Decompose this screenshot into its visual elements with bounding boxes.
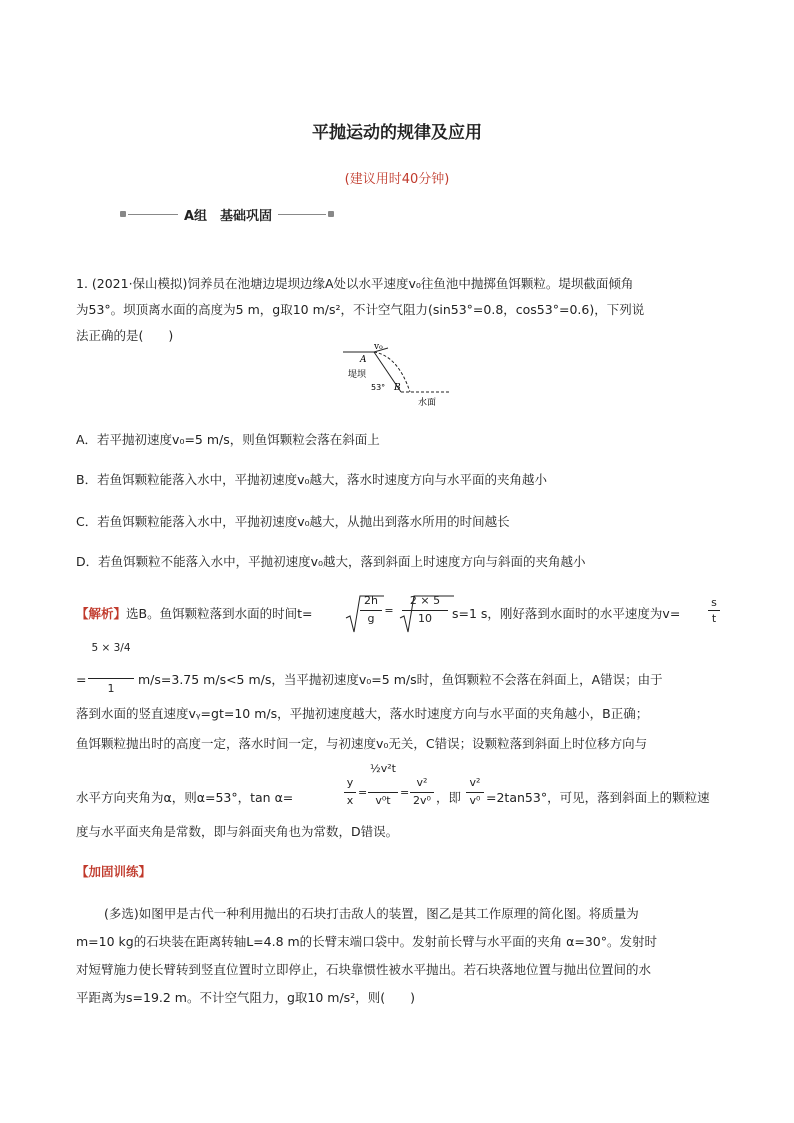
sqrt1-den: g	[367, 612, 375, 625]
analysis-line1: 【解析】选B。鱼饵颗粒落到水面的时间t=	[76, 606, 313, 621]
option-a: A．若平抛初速度v₀=5 m/s，则鱼饵颗粒会落在斜面上	[76, 432, 380, 447]
option-b: B．若鱼饵颗粒能落入水中，平抛初速度v₀越大，落水时速度方向与水平面的夹角越小	[76, 472, 547, 487]
group-header	[120, 205, 335, 225]
q1-line3: 法正确的是( )	[76, 328, 174, 343]
consolidate-line4: 平距离为s=19.2 m。不计空气阻力，g取10 m/s²，则( )	[76, 990, 415, 1005]
analysis-line5c: =2tan53°，可见，落到斜面上的颗粒速	[486, 790, 710, 805]
analysis-line4: 鱼饵颗粒抛出时的高度一定，落水时间一定，与初速度v₀无关，C错误；设颗粒落到斜面上时位移方向与	[76, 736, 648, 751]
suggested-time: (建议用时40分钟)	[344, 172, 450, 187]
angle-label: 53°	[371, 383, 386, 392]
analysis-line3: 落到水面的竖直速度vᵧ=gt=10 m/s，平抛初速度越大，落水时速度方向与水平面的夹角越小，B正确；	[76, 706, 649, 721]
point-b-label: B	[394, 383, 401, 393]
point-a-label: A	[360, 355, 367, 365]
frac2-num: 5 × 3/4	[91, 642, 131, 654]
analysis-tag: 【解析】	[76, 606, 127, 621]
analysis-line1b: s=1 s，刚好落到水面时的水平速度为v=	[452, 606, 681, 621]
consolidate-line1: (多选)如图甲是古代一种利用抛出的石块打击敌人的装置，图乙是其工作原理的简化图。将质量为	[104, 906, 639, 921]
dam-figure	[338, 340, 458, 412]
analysis-line2: m/s=3.75 m/s<5 m/s，当平抛初速度v₀=5 m/s时，鱼饵颗粒不会落在斜面上，A错误；由于	[138, 672, 663, 687]
dam-label: 堤坝	[348, 370, 367, 380]
consolidate-tag: 【加固训练】	[76, 864, 152, 879]
analysis-line6: 度与水平面夹角是常数，即与斜面夹角也为常数，D错误。	[76, 824, 399, 839]
sqrt2-den: 10	[418, 612, 432, 625]
sqrt2-num: 2 × 5	[409, 594, 441, 607]
water-label: 水面	[418, 398, 437, 408]
page-title: 平抛运动的规律及应用	[312, 123, 482, 143]
consolidate-line2: m=10 kg的石块装在距离转轴L=4.8 m的长臂末端口袋中。发射前长臂与水平面的夹角 α=30°。发射时	[76, 934, 658, 949]
option-d: D．若鱼饵颗粒不能落入水中，平抛初速度v₀越大，落到斜面上时速度方向与斜面的夹角越小	[76, 554, 586, 569]
analysis-line5a: 水平方向夹角为α，则α=53°，tan α=	[76, 790, 294, 805]
sqrt1-num: 2h	[364, 594, 378, 607]
v0-label: v₀	[374, 342, 383, 352]
consolidate-line3: 对短臂施力使长臂转到竖直位置时立即停止，石块靠惯性被水平抛出。若石块落地位置与抛出位置间的水	[76, 962, 652, 977]
q1-line2: 为53°。坝顶离水面的高度为5 m，g取10 m/s²，不计空气阻力(sin53°=0.8，cos53°=0.6)，下列说	[76, 302, 645, 317]
option-c: C．若鱼饵颗粒能落入水中，平抛初速度v₀越大，从抛出到落水所用的时间越长	[76, 514, 510, 529]
q1-line1: 1. (2021·保山模拟)饲养员在池塘边堤坝边缘A处以水平速度v₀往鱼池中抛掷鱼饵颗粒。堤坝截面倾角	[76, 276, 634, 291]
group-label: A组 基础巩固	[183, 209, 273, 224]
frac2-den: 1	[107, 682, 115, 695]
